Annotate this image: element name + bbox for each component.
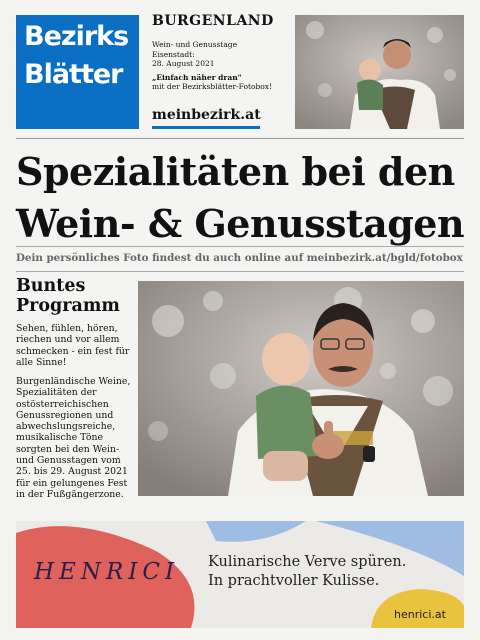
bezirksblaetter-logo[interactable] bbox=[16, 15, 139, 129]
logo-line2: Blätter bbox=[24, 59, 123, 90]
divider bbox=[16, 246, 464, 247]
region-title: BURGENLAND bbox=[152, 13, 274, 29]
website-link[interactable]: meinbezirk.at bbox=[152, 107, 261, 123]
headline-line2: Wein- & Genusstagen bbox=[16, 201, 465, 246]
subline: Dein persönliches Foto findest du auch online auf meinbezirk.at/bgld/fotobox bbox=[16, 252, 463, 264]
website-underline bbox=[152, 126, 260, 129]
divider bbox=[16, 271, 464, 272]
sidebar-paragraph-2: Burgenländische Weine, Spezialitäten der ostösterreichischen Genussregionen und abwechslungsreiche, musikalische Töne sorgten bei den Wein- und Genusstagen vom 25. bis 29. August 2021 für ein gelungenes Fest in der Fußgängerzone. bbox=[16, 376, 131, 500]
sidebar-heading-line2: Programm bbox=[16, 296, 120, 316]
sidebar-heading-line1: Buntes bbox=[16, 276, 86, 296]
henrici-advertisement[interactable] bbox=[16, 521, 464, 628]
event-name: Wein- und Genusstage bbox=[152, 40, 238, 49]
ad-tagline-line2: In prachtvoller Kulisse. bbox=[208, 573, 380, 589]
sidebar-paragraph-1: Sehen, fühlen, hören, riechen und vor allem schmecken - ein fest für alle Sinne! bbox=[16, 323, 130, 368]
henrici-logo: HENRICI bbox=[34, 559, 180, 585]
logo-line1: Bezirks bbox=[24, 21, 129, 52]
ad-tagline-line1: Kulinarische Verve spüren. bbox=[208, 554, 407, 570]
event-location: Eisenstadt: bbox=[152, 49, 195, 59]
main-photo bbox=[138, 281, 464, 496]
ad-url-link[interactable]: henrici.at bbox=[394, 608, 446, 621]
ad-tagline bbox=[208, 553, 406, 591]
ad-blue-shape-top bbox=[206, 521, 306, 542]
main-headline bbox=[16, 146, 476, 250]
sidebar-heading bbox=[16, 276, 136, 316]
slogan: „Einfach näher dran" bbox=[152, 72, 242, 82]
slogan-sub: mit der Bezirksblätter-Fotobox! bbox=[152, 82, 273, 91]
event-date: 28. August 2021 bbox=[152, 59, 215, 68]
headline-line1: Spezialitäten bei den bbox=[16, 149, 455, 194]
divider bbox=[16, 138, 464, 139]
event-info bbox=[152, 40, 292, 92]
thumbnail-photo bbox=[295, 15, 464, 129]
